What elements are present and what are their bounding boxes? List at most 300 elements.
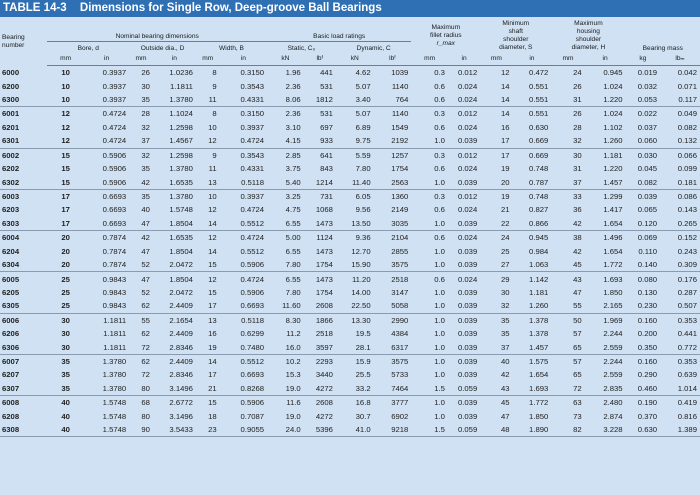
table-cell: 2.244 <box>603 357 623 367</box>
table-cell: 4.75 <box>285 205 301 215</box>
table-cell: 1.181 <box>603 150 623 160</box>
table-row <box>0 354 700 368</box>
table-cell: 0.4724 <box>102 109 127 119</box>
shaft-shoulder-header <box>480 19 551 53</box>
table-cell: 65 <box>551 340 584 354</box>
table-cell: 1.772 <box>529 398 549 408</box>
table-cell: 2.6772 <box>169 398 193 408</box>
table-cell: 12 <box>61 109 70 119</box>
table-cell: 0.3150 <box>240 109 265 119</box>
table-cell: 0.9843 <box>102 274 127 284</box>
table-cell: 1.496 <box>603 233 623 243</box>
table-cell: 1.8504 <box>169 274 193 284</box>
table-row <box>0 66 700 80</box>
table-cell: 0.7874 <box>102 246 127 256</box>
table-row <box>0 203 700 216</box>
table-cell: 731 <box>320 192 333 201</box>
table-cell: 0.6 <box>434 81 445 91</box>
table-row <box>0 217 700 231</box>
table-cell: 26 <box>141 68 150 78</box>
table-cell: 0.024 <box>457 233 478 243</box>
fillet-header <box>411 19 480 53</box>
table-cell: 0.012 <box>457 109 478 119</box>
table-cell: 2.244 <box>603 329 623 339</box>
table-cell: 0.5906 <box>102 164 127 174</box>
table-body <box>0 66 700 437</box>
bearing-number-cell: 6204 <box>2 246 20 256</box>
dynamic-header: Dynamic, C <box>356 45 391 52</box>
table-cell: 1.260 <box>513 299 552 313</box>
table-cell: 11.40 <box>336 175 374 189</box>
table-cell: 13.30 <box>351 315 371 325</box>
table-cell: 1473 <box>315 274 333 284</box>
table-cell: 42 <box>573 246 582 256</box>
table-cell: 2608 <box>304 299 336 313</box>
table-cell: 47 <box>573 287 582 297</box>
table-cell: 43 <box>573 274 582 284</box>
table-cell: 0.8268 <box>220 382 267 396</box>
table-cell: 0.024 <box>457 205 478 215</box>
table-cell: 9 <box>212 150 217 160</box>
table-cell: 35 <box>141 164 150 174</box>
table-cell: 2.559 <box>585 340 626 354</box>
table-cell: 10.2 <box>285 357 301 367</box>
table-cell: 16 <box>500 122 510 132</box>
table-cell: 10 <box>208 192 217 201</box>
table-cell: 0.6693 <box>220 299 267 313</box>
table-cell: 1866 <box>315 315 333 325</box>
table-cell: 17 <box>500 150 510 160</box>
table-row <box>0 410 700 423</box>
table-cell: 3.10 <box>285 122 301 132</box>
table-row <box>0 189 700 203</box>
table-cell: 0.630 <box>529 122 549 132</box>
table-cell: 1.063 <box>513 258 552 272</box>
bearing-number-cell: 6302 <box>0 175 47 189</box>
table-cell: 0.7087 <box>240 411 265 421</box>
table-cell: 1.0 <box>411 217 448 231</box>
unit-cell: in <box>585 53 626 66</box>
table-cell: 11 <box>208 164 217 174</box>
table-cell: 19.5 <box>355 329 371 339</box>
table-cell: 0.353 <box>677 315 697 325</box>
table-cell: 0.265 <box>660 217 700 231</box>
table-cell: 33 <box>573 192 582 201</box>
table-cell: 1.102 <box>603 122 623 132</box>
table-cell: 0.039 <box>457 315 478 325</box>
table-cell: 11.60 <box>267 299 304 313</box>
table-cell: 1.417 <box>603 205 623 215</box>
table-cell: 40 <box>500 357 510 367</box>
table-cell: 1549 <box>391 122 409 132</box>
table-cell: 1.0 <box>434 315 445 325</box>
table-cell: 0.130 <box>637 287 658 297</box>
unit-cell: mm <box>47 53 84 66</box>
table-cell: 15 <box>208 398 217 408</box>
table-cell: 1.3780 <box>169 164 193 174</box>
table-cell: 0.039 <box>457 246 478 256</box>
table-cell: 1.014 <box>660 382 700 396</box>
table-cell: 11 <box>196 93 220 107</box>
table-cell: 1.378 <box>529 315 549 325</box>
table-cell: 11.6 <box>286 398 301 408</box>
bearing-number-cell: 6306 <box>0 340 47 354</box>
table-cell: 47 <box>500 411 510 421</box>
table-cell: 47 <box>129 217 153 231</box>
bearing-number-cell: 6003 <box>2 192 20 201</box>
table-cell: 32 <box>141 122 150 132</box>
table-row <box>0 272 700 286</box>
table-cell: 0.059 <box>448 382 480 396</box>
bore-header: Bore, d <box>77 45 99 52</box>
table-cell: 5.59 <box>355 150 371 160</box>
table-cell: 2104 <box>391 233 409 243</box>
table-cell: 32 <box>551 134 584 148</box>
table-cell: 0.290 <box>637 370 658 380</box>
table-cell: 1.8504 <box>153 217 196 231</box>
table-row <box>0 382 700 396</box>
table-cell: 1.024 <box>603 81 623 91</box>
table-cell: 20 <box>61 246 70 256</box>
table-cell: 0.039 <box>457 287 478 297</box>
table-cell: 82 <box>551 423 584 437</box>
table-cell: 0.441 <box>677 329 697 339</box>
table-cell: 3440 <box>315 370 333 380</box>
table-cell: 12 <box>208 274 217 284</box>
table-row <box>0 423 700 437</box>
table-cell: 1.5748 <box>169 205 193 215</box>
table-row <box>0 299 700 313</box>
table-cell: 1.0 <box>411 175 448 189</box>
table-cell: 5733 <box>391 370 409 380</box>
table-cell: 63 <box>573 398 582 408</box>
table-cell: 25 <box>500 246 510 256</box>
table-cell: 4.62 <box>355 68 371 78</box>
table-cell: 1124 <box>316 233 333 243</box>
table-cell: 1360 <box>391 192 409 201</box>
unit-cell: in <box>153 53 196 66</box>
table-cell: 0.160 <box>637 315 658 325</box>
table-cell: 0.3 <box>434 150 445 160</box>
table-cell: 8.06 <box>267 93 304 107</box>
table-cell: 12 <box>47 134 84 148</box>
table-cell: 6.55 <box>285 246 301 256</box>
table-cell: 18 <box>208 411 217 421</box>
table-cell: 6.55 <box>267 217 304 231</box>
table-cell: 52 <box>141 287 150 297</box>
unit-cell: lbₘ <box>660 53 700 66</box>
table-cell: 20 <box>47 258 84 272</box>
bearing-number-cell: 6006 <box>2 315 20 325</box>
table-cell: 1.181 <box>529 287 549 297</box>
unit-cell: kN <box>267 53 304 66</box>
table-cell: 0.099 <box>677 164 697 174</box>
table-cell: 1.8504 <box>169 246 193 256</box>
bearing-number-cell: 6008 <box>2 398 20 408</box>
table-cell: 23 <box>196 423 220 437</box>
table-cell: 0.3937 <box>102 68 127 78</box>
unit-cell: lbᶠ <box>374 53 412 66</box>
table-cell: 1.220 <box>603 164 623 174</box>
table-cell: 1473 <box>304 217 336 231</box>
table-cell: 80 <box>141 411 150 421</box>
table-cell: 0.5906 <box>240 398 265 408</box>
table-cell: 2192 <box>374 134 412 148</box>
table-cell: 0.748 <box>529 192 549 201</box>
table-cell: 0.042 <box>677 68 697 78</box>
table-cell: 30.7 <box>355 411 371 421</box>
table-cell: 15 <box>61 150 70 160</box>
table-cell: 21 <box>500 205 510 215</box>
table-cell: 17 <box>47 217 84 231</box>
table-cell: 0.049 <box>677 109 697 119</box>
table-cell: 15 <box>47 175 84 189</box>
table-cell: 0.110 <box>638 246 658 256</box>
table-cell: 2293 <box>315 357 333 367</box>
table-cell: 1.654 <box>603 246 623 256</box>
table-cell: 0.6 <box>411 93 448 107</box>
table-cell: 0.748 <box>529 164 549 174</box>
table-cell: 0.181 <box>660 175 700 189</box>
bearing-number-cell: 6207 <box>2 370 20 380</box>
table-cell: 30 <box>47 340 84 354</box>
table-cell: 12 <box>208 233 217 243</box>
table-cell: 13 <box>208 315 217 325</box>
unit-cell: in <box>513 53 552 66</box>
table-cell: 0.120 <box>626 217 660 231</box>
table-cell: 2.4409 <box>169 329 193 339</box>
table-cell: 0.5512 <box>220 217 267 231</box>
table-cell: 0.4724 <box>102 122 127 132</box>
table-cell: 15.90 <box>336 258 374 272</box>
housing-shoulder-line4: diameter, H <box>571 44 606 51</box>
bearing-number-cell: 6007 <box>2 357 20 367</box>
bearing-number-cell: 6004 <box>2 233 20 243</box>
table-cell: 1257 <box>391 150 409 160</box>
table-cell: 10 <box>47 93 84 107</box>
table-cell: 62 <box>129 299 153 313</box>
table-cell: 0.082 <box>677 122 697 132</box>
table-cell: 42 <box>129 175 153 189</box>
table-cell: 1.457 <box>585 175 626 189</box>
table-cell: 0.5512 <box>240 357 265 367</box>
table-cell: 0.6 <box>434 274 445 284</box>
table-cell: 19.0 <box>285 411 301 421</box>
table-cell: 1.1811 <box>84 340 129 354</box>
table-cell: 0.7480 <box>220 340 267 354</box>
housing-shoulder-line1: Maximum <box>574 20 603 27</box>
table-cell: 72 <box>129 340 153 354</box>
table-cell: 40 <box>61 398 70 408</box>
table-cell: 27 <box>480 258 512 272</box>
basic-load-header: Basic load ratings <box>267 19 411 42</box>
table-cell: 17 <box>61 205 70 215</box>
table-cell: 6.05 <box>355 192 371 201</box>
table-cell: 13 <box>196 175 220 189</box>
bearing-number-cell: 6305 <box>0 299 47 313</box>
table-cell: 0.243 <box>677 246 697 256</box>
table-cell: 0.3543 <box>240 150 265 160</box>
table-cell: 32 <box>480 299 512 313</box>
table-cell: 0.024 <box>448 93 480 107</box>
table-cell: 11.20 <box>351 274 371 284</box>
table-cell: 1.1024 <box>169 109 193 119</box>
table-cell: 0.132 <box>660 134 700 148</box>
table-cell: 1.0 <box>434 411 445 421</box>
table-cell: 0.117 <box>660 93 700 107</box>
table-cell: 0.639 <box>677 370 697 380</box>
bearing-number-cell: 6002 <box>2 150 20 160</box>
table-cell: 25 <box>61 287 70 297</box>
table-cell: 37 <box>480 340 512 354</box>
table-cell: 0.4724 <box>84 134 129 148</box>
table-cell: 15 <box>196 258 220 272</box>
table-cell: 0.287 <box>677 287 697 297</box>
table-cell: 20 <box>61 233 70 243</box>
table-cell: 0.827 <box>529 205 549 215</box>
table-cell: 0.024 <box>457 164 478 174</box>
table-cell: 2.0472 <box>153 258 196 272</box>
table-cell: 24.0 <box>267 423 304 437</box>
table-cell: 35 <box>129 93 153 107</box>
table-cell: 1.0 <box>411 340 448 354</box>
table-cell: 1.969 <box>603 315 623 325</box>
table-cell: 45 <box>500 398 510 408</box>
shaft-shoulder-line2: shaft <box>508 28 523 35</box>
table-cell: 80 <box>129 382 153 396</box>
table-cell: 0.086 <box>677 192 697 201</box>
table-cell: 35 <box>500 329 510 339</box>
table-cell: 3777 <box>391 398 409 408</box>
table-cell: 843 <box>320 164 333 174</box>
table-cell: 35 <box>47 382 84 396</box>
table-cell: 0.140 <box>626 258 660 272</box>
table-cell: 1140 <box>391 81 409 91</box>
table-cell: 0.039 <box>448 217 480 231</box>
table-cell: 0.6 <box>434 205 445 215</box>
table-cell: 0.5512 <box>240 246 265 256</box>
table-cell: 1.575 <box>529 357 549 367</box>
table-cell: 1.5 <box>411 382 448 396</box>
table-cell: 5396 <box>304 423 336 437</box>
table-cell: 42 <box>551 217 584 231</box>
table-cell: 32 <box>141 150 150 160</box>
table-cell: 1.3780 <box>169 192 193 201</box>
table-cell: 3.75 <box>285 164 301 174</box>
bearing-number-cell: 6300 <box>0 93 47 107</box>
table-cell: 41.0 <box>336 423 374 437</box>
table-cell: 12 <box>500 68 510 78</box>
table-cell: 0.065 <box>637 205 658 215</box>
unit-cell: kN <box>336 53 374 66</box>
table-cell: 1.850 <box>603 287 623 297</box>
unit-cell: mm <box>129 53 153 66</box>
table-cell: 1.299 <box>603 192 623 201</box>
bearing-number-cell: 6206 <box>2 329 20 339</box>
table-cell: 35 <box>141 192 150 201</box>
table-cell: 9.56 <box>355 205 371 215</box>
table-cell: 30 <box>500 287 510 297</box>
units-row <box>0 53 700 66</box>
table-cell: 2.4409 <box>153 299 196 313</box>
table-cell: 40 <box>47 423 84 437</box>
table-row <box>0 327 700 340</box>
table-cell: 19 <box>500 192 510 201</box>
table-cell: 4.15 <box>267 134 304 148</box>
table-cell: 24 <box>573 68 582 78</box>
table-cell: 9 <box>212 81 217 91</box>
table-cell: 31 <box>551 93 584 107</box>
table-cell: 0.419 <box>677 398 697 408</box>
table-row <box>0 134 700 148</box>
unit-cell: mm <box>411 53 448 66</box>
static-header: Static, C₀ <box>287 45 316 52</box>
table-cell: 1.0 <box>411 258 448 272</box>
table-cell: 0.4331 <box>220 93 267 107</box>
table-cell: 0.551 <box>529 109 549 119</box>
table-cell: 25 <box>61 274 70 284</box>
table-cell: 0.6693 <box>240 370 265 380</box>
table-cell: 0.066 <box>677 150 697 160</box>
table-cell: 48 <box>480 423 512 437</box>
table-cell: 0.071 <box>677 81 697 91</box>
table-cell: 1.0 <box>434 357 445 367</box>
table-cell: 0.353 <box>677 357 697 367</box>
table-cell: 0.012 <box>457 68 478 78</box>
table-cell: 1.142 <box>529 274 549 284</box>
table-cell: 1.850 <box>529 411 549 421</box>
table-cell: 0.045 <box>637 164 658 174</box>
table-cell: 19 <box>500 164 510 174</box>
table-cell: 2518 <box>315 329 333 339</box>
table-cell: 35 <box>61 357 70 367</box>
table-cell: 11.2 <box>286 329 301 339</box>
table-cell: 0.030 <box>637 150 658 160</box>
table-row <box>0 148 700 162</box>
table-cell: 31 <box>573 164 582 174</box>
table-cell: 6902 <box>391 411 409 421</box>
table-cell: 1.3780 <box>84 382 129 396</box>
table-cell: 72 <box>141 370 150 380</box>
table-cell: 1.0 <box>434 246 445 256</box>
table-cell: 1.693 <box>603 274 623 284</box>
table-cell: 30 <box>573 150 582 160</box>
table-cell: 0.6 <box>434 122 445 132</box>
table-cell: 3597 <box>304 340 336 354</box>
table-row <box>0 107 700 121</box>
table-cell: 2.1654 <box>169 315 193 325</box>
table-cell: 0.816 <box>677 411 697 421</box>
shaft-shoulder-line3: shoulder <box>503 36 529 43</box>
table-cell: 5.07 <box>355 109 371 119</box>
table-cell: 6317 <box>374 340 412 354</box>
table-cell: 1.3780 <box>102 357 127 367</box>
table-cell: 9218 <box>374 423 412 437</box>
table-cell: 6.89 <box>355 122 371 132</box>
table-cell: 8 <box>212 109 217 119</box>
table-cell: 1.3780 <box>102 370 127 380</box>
table-cell: 57 <box>573 357 582 367</box>
table-cell: 14 <box>208 246 217 256</box>
table-cell: 15 <box>61 164 70 174</box>
table-cell: 19 <box>196 340 220 354</box>
table-title: Dimensions for Single Row, Deep-groove Ball Bearings <box>79 2 382 14</box>
table-cell: 1.96 <box>285 68 301 78</box>
table-cell: 0.551 <box>529 81 549 91</box>
table-cell: 1.260 <box>585 134 626 148</box>
table-cell: 1.693 <box>513 382 552 396</box>
table-cell: 33.2 <box>336 382 374 396</box>
